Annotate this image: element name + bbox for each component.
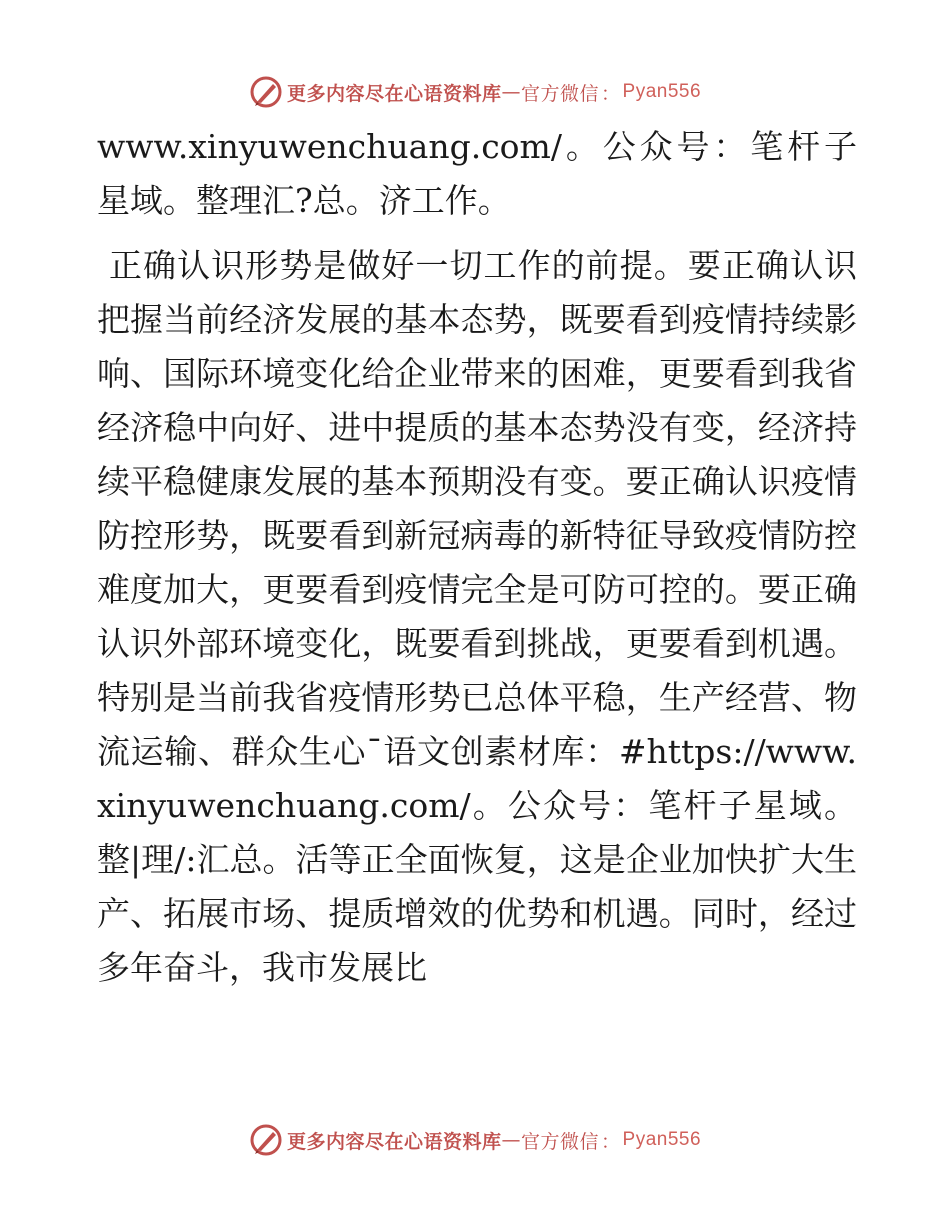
banner-official-label: 官方微信 [520,82,599,105]
banner-official-label: 官方微信 [520,1130,599,1153]
banner-colon: ： [601,82,621,105]
banner-wechat-id: Pyan556 [622,1129,702,1150]
banner-separator: — [501,1129,521,1151]
paragraph-1: www.xinyuwenchuang.com/。公众号：笔杆子星域。整理汇?总。济工作。 [97,127,857,220]
document-body [97,120,857,995]
quill-logo-icon [249,75,283,109]
paragraph-2: 正确认识形势是做好一切工作的前提。要正确认识把握当前经济发展的基本态势，既要看到疫情持续影响、国际环境变化给企业带来的困难，更要看到我省经济稳中向好、进中提质的基本态势没有变，经济持续平稳健康发展的基本预期没有变。要正确认识疫情防控形势，既要看到新冠病毒的新特征导致疫情防控难度加大，更要看到疫情完全是可防可控的。要正确认识外部环境变化，既要看到挑战，更要看到机遇。特别是当前我省疫情形势已总体平稳，生产经营、物流运输、群众生心¯语文创素材库：#https://www.xinyuwenchuang.com/。公众号：笔杆子星域。整|理/:汇总。活等正全面恢复，这是企业加快扩大生产、拓展市场、提质增效的优势和机遇。同时，经过多年奋斗，我市发展比 [97,246,857,987]
header-banner [0,72,950,112]
quill-logo-icon [249,1123,283,1157]
footer-banner [0,1120,950,1160]
banner-colon: ： [601,1130,621,1153]
banner-main-text: 更多内容尽在心语资料库 [286,82,502,105]
banner-main-text: 更多内容尽在心语资料库 [286,1130,502,1153]
banner-separator: — [501,81,521,103]
banner-wechat-id: Pyan556 [622,81,702,102]
